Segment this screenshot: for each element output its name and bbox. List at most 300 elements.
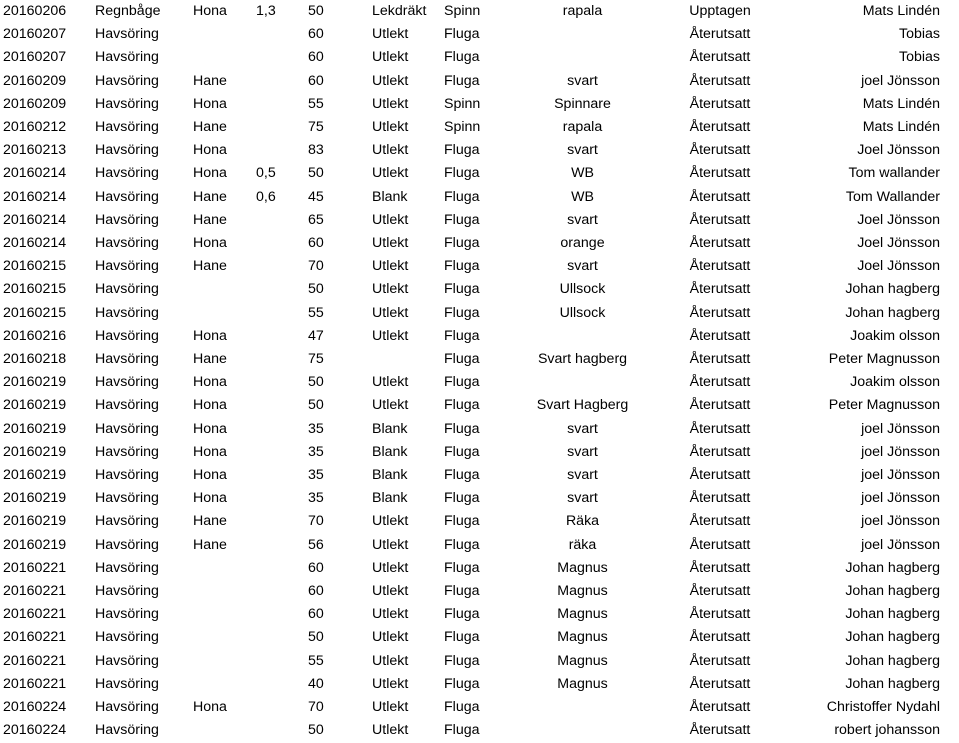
- status-cell: Återutsatt: [689, 652, 751, 669]
- species-cell: Havsöring: [95, 351, 159, 368]
- angler-cell: Joakim olsson: [850, 374, 940, 391]
- length-cell: 70: [308, 699, 324, 716]
- angler-cell: joel Jönsson: [861, 513, 940, 530]
- table-row: [0, 325, 959, 348]
- length-cell: 50: [308, 629, 324, 646]
- weight-cell: [256, 534, 306, 557]
- angler-cell: Mats Lindén: [862, 3, 940, 19]
- weight-cell: [256, 23, 306, 46]
- table-row: [0, 487, 959, 510]
- species-cell: Havsöring: [95, 26, 159, 43]
- status-cell: Återutsatt: [689, 351, 751, 368]
- condition-cell: Utlekt: [372, 258, 409, 275]
- condition-cell: Utlekt: [372, 95, 409, 112]
- species-cell: Havsöring: [95, 722, 159, 739]
- status-cell: Återutsatt: [689, 722, 751, 739]
- method-cell: Fluga: [444, 583, 480, 600]
- weight-cell: [256, 441, 306, 464]
- method-cell: Fluga: [444, 327, 480, 344]
- method-cell: Fluga: [444, 559, 480, 576]
- length-cell: 35: [308, 420, 324, 437]
- weight-cell: [256, 232, 306, 255]
- bait-cell: Magnus: [557, 559, 608, 576]
- species-cell: Havsöring: [95, 211, 159, 228]
- condition-cell: Blank: [372, 467, 408, 484]
- condition-cell: Utlekt: [372, 652, 409, 669]
- condition-cell: Blank: [372, 420, 408, 437]
- length-cell: 50: [308, 281, 324, 298]
- status-cell: Återutsatt: [689, 583, 751, 600]
- species-cell: Havsöring: [95, 188, 159, 205]
- sex-cell: [193, 626, 256, 649]
- condition-cell: Utlekt: [372, 142, 409, 159]
- weight-cell: 1,3: [256, 3, 276, 19]
- method-cell: Fluga: [444, 351, 480, 368]
- length-cell: 40: [308, 675, 324, 692]
- method-cell: Fluga: [444, 235, 480, 252]
- sex-cell: Hona: [193, 699, 227, 716]
- condition-cell: Blank: [372, 490, 408, 507]
- bait-cell: svart: [567, 443, 598, 460]
- angler-cell: Johan hagberg: [845, 675, 940, 692]
- weight-cell: [256, 580, 306, 603]
- table-row: [0, 348, 959, 371]
- condition-cell: Blank: [372, 443, 408, 460]
- status-cell: Återutsatt: [689, 235, 751, 252]
- condition-cell: Utlekt: [372, 513, 409, 530]
- method-cell: Fluga: [444, 211, 480, 228]
- weight-cell: [256, 696, 306, 719]
- condition-cell: Blank: [372, 188, 408, 205]
- condition-cell: Utlekt: [372, 397, 409, 414]
- status-cell: Återutsatt: [689, 26, 751, 43]
- weight-cell: [256, 93, 306, 116]
- table-row: [0, 93, 959, 116]
- bait-cell: [520, 371, 645, 394]
- table-row: [0, 371, 959, 394]
- species-cell: Havsöring: [95, 142, 159, 159]
- date-cell: 20160224: [3, 722, 67, 739]
- date-cell: 20160219: [3, 490, 67, 507]
- status-cell: Återutsatt: [689, 72, 751, 89]
- status-cell: Återutsatt: [689, 327, 751, 344]
- date-cell: 20160219: [3, 420, 67, 437]
- species-cell: Havsöring: [95, 119, 159, 136]
- method-cell: Fluga: [444, 536, 480, 553]
- status-cell: Återutsatt: [689, 304, 751, 321]
- bait-cell: [520, 46, 645, 69]
- date-cell: 20160218: [3, 351, 67, 368]
- angler-cell: Johan hagberg: [845, 606, 940, 623]
- table-row: [0, 650, 959, 673]
- table-row: [0, 696, 959, 719]
- sex-cell: Hane: [193, 188, 227, 205]
- length-cell: 60: [308, 583, 324, 600]
- sex-cell: Hane: [193, 513, 227, 530]
- date-cell: 20160214: [3, 235, 67, 252]
- method-cell: Fluga: [444, 374, 480, 391]
- angler-cell: Joakim olsson: [850, 327, 940, 344]
- length-cell: 55: [308, 95, 324, 112]
- table-row: [0, 232, 959, 255]
- angler-cell: Joel Jönsson: [857, 211, 940, 228]
- species-cell: Havsöring: [95, 235, 159, 252]
- species-cell: Havsöring: [95, 629, 159, 646]
- date-cell: 20160219: [3, 443, 67, 460]
- angler-cell: Johan hagberg: [845, 583, 940, 600]
- bait-cell: svart: [567, 420, 598, 437]
- sex-cell: Hona: [193, 235, 227, 252]
- sex-cell: Hona: [193, 165, 227, 182]
- species-cell: Havsöring: [95, 559, 159, 576]
- status-cell: Återutsatt: [689, 374, 751, 391]
- method-cell: Fluga: [444, 165, 480, 182]
- angler-cell: Peter Magnusson: [828, 351, 940, 368]
- method-cell: Fluga: [444, 722, 480, 739]
- bait-cell: Magnus: [557, 629, 608, 646]
- angler-cell: Tom wallander: [848, 165, 940, 182]
- bait-cell: Svart hagberg: [537, 351, 628, 368]
- weight-cell: [256, 557, 306, 580]
- species-cell: Havsöring: [95, 490, 159, 507]
- date-cell: 20160215: [3, 281, 67, 298]
- angler-cell: joel Jönsson: [861, 420, 940, 437]
- method-cell: Fluga: [444, 281, 480, 298]
- bait-cell: orange: [560, 235, 605, 252]
- sex-cell: Hona: [193, 420, 227, 437]
- condition-cell: Utlekt: [372, 165, 409, 182]
- length-cell: 50: [308, 165, 324, 182]
- bait-cell: svart: [567, 142, 598, 159]
- length-cell: 35: [308, 443, 324, 460]
- method-cell: Fluga: [444, 72, 480, 89]
- species-cell: Havsöring: [95, 49, 159, 66]
- length-cell: 75: [308, 351, 324, 368]
- length-cell: 60: [308, 559, 324, 576]
- date-cell: 20160209: [3, 72, 67, 89]
- species-cell: Havsöring: [95, 397, 159, 414]
- length-cell: 83: [308, 142, 324, 159]
- weight-cell: [256, 348, 306, 371]
- species-cell: Havsöring: [95, 583, 159, 600]
- bait-cell: rapala: [562, 119, 603, 136]
- status-cell: Återutsatt: [689, 699, 751, 716]
- species-cell: Havsöring: [95, 536, 159, 553]
- bait-cell: [520, 696, 645, 719]
- sex-cell: Hona: [193, 397, 227, 414]
- status-cell: Återutsatt: [689, 675, 751, 692]
- weight-cell: [256, 116, 306, 139]
- bait-cell: Magnus: [557, 606, 608, 623]
- length-cell: 50: [308, 374, 324, 391]
- condition-cell: Utlekt: [372, 119, 409, 136]
- weight-cell: [256, 255, 306, 278]
- status-cell: Återutsatt: [689, 165, 751, 182]
- table-row: [0, 209, 959, 232]
- date-cell: 20160212: [3, 119, 67, 136]
- sex-cell: [193, 673, 256, 696]
- date-cell: 20160219: [3, 513, 67, 530]
- status-cell: Återutsatt: [689, 281, 751, 298]
- bait-cell: WB: [571, 188, 594, 205]
- weight-cell: 0,5: [256, 165, 276, 182]
- length-cell: 60: [308, 72, 324, 89]
- condition-cell: [371, 348, 444, 371]
- condition-cell: Utlekt: [372, 235, 409, 252]
- condition-cell: Utlekt: [372, 327, 409, 344]
- weight-cell: [256, 603, 306, 626]
- sex-cell: Hane: [193, 351, 227, 368]
- date-cell: 20160215: [3, 258, 67, 275]
- table-row: [0, 418, 959, 441]
- length-cell: 60: [308, 49, 324, 66]
- table-row: [0, 464, 959, 487]
- table-row: [0, 580, 959, 603]
- table-row: [0, 719, 959, 742]
- date-cell: 20160216: [3, 327, 67, 344]
- sex-cell: Hane: [193, 119, 227, 136]
- sex-cell: Hona: [193, 142, 227, 159]
- condition-cell: Utlekt: [372, 629, 409, 646]
- length-cell: 50: [308, 722, 324, 739]
- condition-cell: Utlekt: [372, 304, 409, 321]
- length-cell: 35: [308, 467, 324, 484]
- angler-cell: Joel Jönsson: [857, 235, 940, 252]
- angler-cell: Johan hagberg: [845, 281, 940, 298]
- angler-cell: joel Jönsson: [861, 467, 940, 484]
- status-cell: Återutsatt: [689, 513, 751, 530]
- species-cell: Havsöring: [95, 95, 159, 112]
- length-cell: 35: [308, 490, 324, 507]
- date-cell: 20160206: [3, 3, 67, 19]
- method-cell: Fluga: [444, 490, 480, 507]
- species-cell: Havsöring: [95, 606, 159, 623]
- table-row: [0, 70, 959, 93]
- date-cell: 20160207: [3, 26, 67, 43]
- status-cell: Återutsatt: [689, 629, 751, 646]
- method-cell: Fluga: [444, 142, 480, 159]
- length-cell: 55: [308, 304, 324, 321]
- bait-cell: svart: [567, 72, 598, 89]
- date-cell: 20160214: [3, 165, 67, 182]
- table-row: [0, 116, 959, 139]
- table-row: [0, 0, 959, 23]
- condition-cell: Utlekt: [372, 675, 409, 692]
- date-cell: 20160221: [3, 559, 67, 576]
- angler-cell: Tobias: [898, 26, 940, 43]
- status-cell: Upptagen: [689, 3, 751, 19]
- method-cell: Fluga: [444, 258, 480, 275]
- sex-cell: [193, 580, 256, 603]
- bait-cell: WB: [571, 165, 594, 182]
- table-row: [0, 46, 959, 69]
- weight-cell: [256, 209, 306, 232]
- sex-cell: [193, 278, 256, 301]
- status-cell: Återutsatt: [689, 536, 751, 553]
- table-row: [0, 441, 959, 464]
- date-cell: 20160221: [3, 675, 67, 692]
- angler-cell: Peter Magnusson: [828, 397, 940, 414]
- table-row: [0, 23, 959, 46]
- sex-cell: Hona: [193, 443, 227, 460]
- weight-cell: [256, 371, 306, 394]
- date-cell: 20160219: [3, 374, 67, 391]
- table-row: [0, 302, 959, 325]
- angler-cell: Mats Lindén: [862, 95, 940, 112]
- status-cell: Återutsatt: [689, 606, 751, 623]
- method-cell: Spinn: [444, 3, 481, 19]
- sex-cell: [193, 603, 256, 626]
- weight-cell: [256, 650, 306, 673]
- table-row: [0, 139, 959, 162]
- angler-cell: Christoffer Nydahl: [826, 699, 940, 716]
- species-cell: Havsöring: [95, 165, 159, 182]
- length-cell: 45: [308, 188, 324, 205]
- weight-cell: [256, 626, 306, 649]
- bait-cell: Magnus: [557, 652, 608, 669]
- method-cell: Fluga: [444, 675, 480, 692]
- condition-cell: Utlekt: [372, 26, 409, 43]
- weight-cell: [256, 487, 306, 510]
- bait-cell: Räka: [565, 513, 600, 530]
- sex-cell: Hona: [193, 3, 227, 19]
- length-cell: 50: [308, 3, 324, 19]
- species-cell: Havsöring: [95, 675, 159, 692]
- angler-cell: Tobias: [898, 49, 940, 66]
- date-cell: 20160219: [3, 467, 67, 484]
- angler-cell: Johan hagberg: [845, 629, 940, 646]
- weight-cell: [256, 302, 306, 325]
- date-cell: 20160215: [3, 304, 67, 321]
- table-row: [0, 557, 959, 580]
- date-cell: 20160221: [3, 652, 67, 669]
- method-cell: Fluga: [444, 606, 480, 623]
- weight-cell: 0,6: [256, 188, 276, 205]
- date-cell: 20160209: [3, 95, 67, 112]
- species-cell: Havsöring: [95, 443, 159, 460]
- method-cell: Fluga: [444, 629, 480, 646]
- status-cell: Återutsatt: [689, 559, 751, 576]
- condition-cell: Utlekt: [372, 699, 409, 716]
- weight-cell: [256, 70, 306, 93]
- condition-cell: Utlekt: [372, 281, 409, 298]
- species-cell: Havsöring: [95, 72, 159, 89]
- date-cell: 20160224: [3, 699, 67, 716]
- condition-cell: Utlekt: [372, 374, 409, 391]
- weight-cell: [256, 325, 306, 348]
- method-cell: Fluga: [444, 304, 480, 321]
- angler-cell: Joel Jönsson: [857, 142, 940, 159]
- condition-cell: Utlekt: [372, 606, 409, 623]
- status-cell: Återutsatt: [689, 258, 751, 275]
- length-cell: 60: [308, 26, 324, 43]
- length-cell: 70: [308, 258, 324, 275]
- table-row: [0, 394, 959, 417]
- bait-cell: [520, 325, 645, 348]
- condition-cell: Utlekt: [372, 211, 409, 228]
- condition-cell: Utlekt: [372, 536, 409, 553]
- length-cell: 50: [308, 397, 324, 414]
- table-row: [0, 673, 959, 696]
- bait-cell: räka: [568, 536, 597, 553]
- sex-cell: [193, 23, 256, 46]
- length-cell: 60: [308, 606, 324, 623]
- status-cell: Återutsatt: [689, 397, 751, 414]
- species-cell: Havsöring: [95, 327, 159, 344]
- species-cell: Havsöring: [95, 467, 159, 484]
- status-cell: Återutsatt: [689, 188, 751, 205]
- status-cell: Återutsatt: [689, 49, 751, 66]
- length-cell: 75: [308, 119, 324, 136]
- angler-cell: Johan hagberg: [845, 304, 940, 321]
- date-cell: 20160213: [3, 142, 67, 159]
- bait-cell: Svart Hagberg: [536, 397, 629, 414]
- bait-cell: Magnus: [557, 583, 608, 600]
- species-cell: Regnbåge: [95, 3, 161, 19]
- bait-cell: [520, 23, 645, 46]
- method-cell: Fluga: [444, 397, 480, 414]
- bait-cell: Ullsock: [559, 304, 606, 321]
- sex-cell: [193, 650, 256, 673]
- table-row: [0, 510, 959, 533]
- sex-cell: Hona: [193, 95, 227, 112]
- bait-cell: Ullsock: [559, 281, 606, 298]
- condition-cell: Lekdräkt: [372, 3, 427, 19]
- method-cell: Fluga: [444, 49, 480, 66]
- method-cell: Fluga: [444, 513, 480, 530]
- weight-cell: [256, 394, 306, 417]
- table-row: [0, 534, 959, 557]
- weight-cell: [256, 139, 306, 162]
- sex-cell: Hona: [193, 467, 227, 484]
- status-cell: Återutsatt: [689, 142, 751, 159]
- bait-cell: svart: [567, 258, 598, 275]
- angler-cell: joel Jönsson: [861, 490, 940, 507]
- sex-cell: [193, 46, 256, 69]
- method-cell: Fluga: [444, 420, 480, 437]
- bait-cell: svart: [567, 211, 598, 228]
- status-cell: Återutsatt: [689, 95, 751, 112]
- bait-cell: rapala: [562, 3, 603, 19]
- species-cell: Havsöring: [95, 699, 159, 716]
- date-cell: 20160219: [3, 397, 67, 414]
- condition-cell: Utlekt: [372, 722, 409, 739]
- angler-cell: Johan hagberg: [845, 559, 940, 576]
- sex-cell: [193, 302, 256, 325]
- sex-cell: [193, 719, 256, 742]
- sex-cell: Hona: [193, 374, 227, 391]
- bait-cell: Spinnare: [554, 95, 611, 112]
- bait-cell: svart: [567, 467, 598, 484]
- table-row: [0, 255, 959, 278]
- species-cell: Havsöring: [95, 281, 159, 298]
- length-cell: 47: [308, 327, 324, 344]
- angler-cell: Mats Lindén: [862, 119, 940, 136]
- method-cell: Fluga: [444, 467, 480, 484]
- table-row: [0, 162, 959, 185]
- date-cell: 20160221: [3, 583, 67, 600]
- species-cell: Havsöring: [95, 420, 159, 437]
- sex-cell: Hane: [193, 258, 227, 275]
- length-cell: 56: [308, 536, 324, 553]
- species-cell: Havsöring: [95, 513, 159, 530]
- table-row: [0, 603, 959, 626]
- method-cell: Fluga: [444, 443, 480, 460]
- method-cell: Fluga: [444, 188, 480, 205]
- condition-cell: Utlekt: [372, 72, 409, 89]
- condition-cell: Utlekt: [372, 559, 409, 576]
- species-cell: Havsöring: [95, 652, 159, 669]
